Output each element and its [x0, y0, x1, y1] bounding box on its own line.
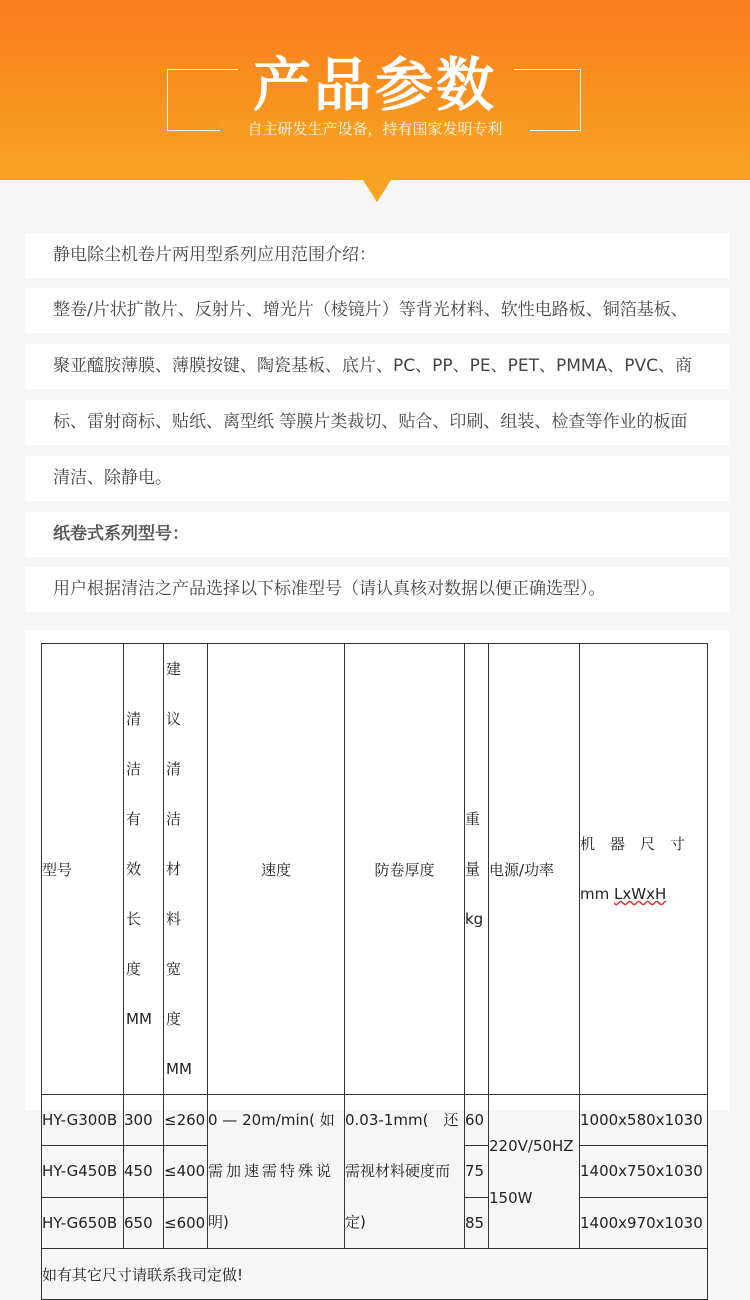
header-thickness: 防卷厚度 [345, 644, 465, 1095]
size-unit: mm [580, 885, 614, 903]
thickness-text: 定) [345, 1213, 366, 1231]
power-text: 220V/50HZ [489, 1136, 574, 1155]
cell-weight: 75 [465, 1146, 489, 1197]
cell-width: ≤400 [164, 1146, 208, 1197]
subtitle-wrap [0, 118, 750, 139]
header-text: 长度 [126, 910, 146, 978]
subtitle: 自主研发生产设备，持有国家发明专利 [247, 120, 503, 138]
cell-speed [208, 1095, 345, 1249]
header-power: 电源/功率 [489, 644, 580, 1095]
cell-model: HY-G450B [42, 1146, 124, 1197]
intro-line-2: 整卷/片状扩散片、反射片、增光片（棱镜片）等背光材料、软性电路板、铜箔基板、 [25, 288, 729, 333]
header-text: 宽度 [166, 960, 191, 1028]
intro-line-4: 标、雷射商标、贴纸、离型纸 等膜片类裁切、贴合、印刷、组装、检查等作业的板面 [25, 400, 729, 445]
spec-table [41, 643, 708, 1300]
speed-text: 明) [208, 1213, 229, 1231]
header-clean-length [124, 644, 164, 1095]
header-text: 清洁 [166, 760, 191, 828]
table-header-row [42, 644, 708, 1095]
cell-size: 1400x750x1030 [580, 1146, 708, 1197]
header-model: 型号 [42, 644, 124, 1095]
header-size [580, 644, 708, 1095]
power-text: 150W [489, 1188, 533, 1207]
cell-model: HY-G650B [42, 1197, 124, 1248]
cell-weight: 85 [465, 1197, 489, 1248]
header-text: 重 [465, 810, 481, 828]
thickness-text: 0.03-1mm( 还 [345, 1111, 459, 1129]
speed-text: 需加速需特殊说 [208, 1162, 335, 1180]
header-text: 材料 [166, 860, 191, 928]
header-text: MM [126, 1010, 152, 1028]
header-text: 机 器 尺 寸 [580, 835, 686, 853]
table-footer-row [42, 1249, 708, 1300]
cell-width: ≤260 [164, 1095, 208, 1146]
header-text [580, 869, 707, 919]
cell-width: ≤600 [164, 1197, 208, 1248]
cell-weight: 60 [465, 1095, 489, 1146]
header-text: 量 [465, 860, 481, 878]
header-text: MM [166, 1060, 192, 1078]
cell-length: 300 [124, 1095, 164, 1146]
header-speed: 速度 [208, 644, 345, 1095]
selection-note: 用户根据清洁之产品选择以下标准型号（请认真核对数据以便正确选型）。 [25, 567, 729, 612]
cell-power [489, 1095, 580, 1249]
cell-model: HY-G300B [42, 1095, 124, 1146]
series-heading: 纸卷式系列型号： [25, 512, 729, 557]
header-text: 建议 [166, 660, 191, 728]
table-footer-note: 如有其它尺寸请联系我司定做! [42, 1249, 708, 1300]
speed-text: 0 — 20m/min( 如 [208, 1111, 335, 1129]
intro-line-5: 清洁、除静电。 [25, 456, 729, 501]
intro-line-3: 聚亚醯胺薄膜、薄膜按键、陶瓷基板、底片、PC、PP、PE、PET、PMMA、PVC、商 [25, 344, 729, 389]
header-pointer [363, 180, 391, 202]
table-row [42, 1095, 708, 1146]
cell-length: 450 [124, 1146, 164, 1197]
size-dimensions-label: LxWxH [614, 885, 667, 903]
thickness-text: 需视材料硬度而 [345, 1162, 451, 1180]
cell-size: 1400x970x1030 [580, 1197, 708, 1248]
cell-thickness [345, 1095, 465, 1249]
header-material-width [164, 644, 208, 1095]
cell-size: 1000x580x1030 [580, 1095, 708, 1146]
header-weight [465, 644, 489, 1095]
cell-length: 650 [124, 1197, 164, 1248]
intro-line-1: 静电除尘机卷片两用型系列应用范围介绍： [25, 233, 729, 278]
header-text: kg [465, 910, 484, 928]
header-text: 有效 [126, 810, 146, 878]
page-title: 产品参数 [252, 51, 497, 119]
header-text: 清洁 [126, 710, 146, 778]
